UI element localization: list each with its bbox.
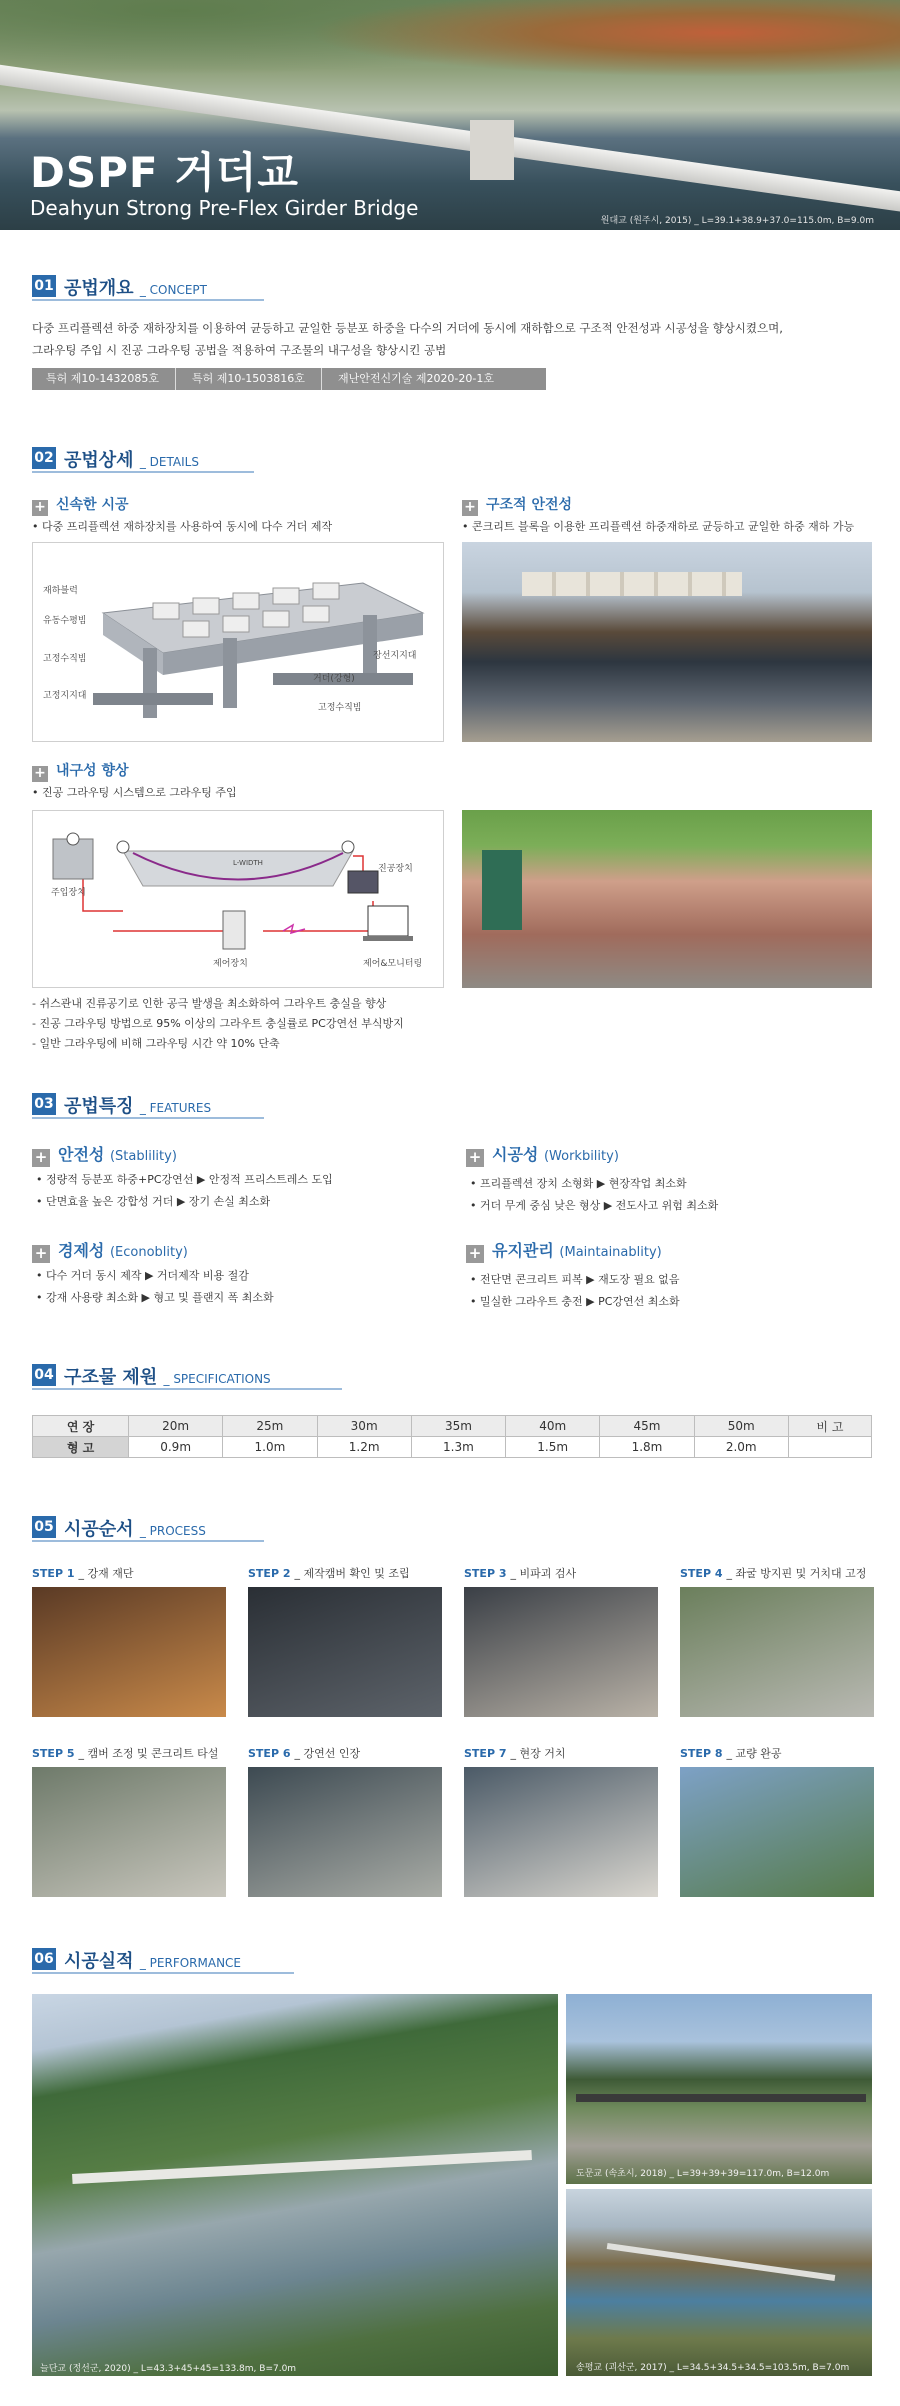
section-title-details: 공법상세 _ DETAILS xyxy=(64,450,199,471)
step-label xyxy=(680,1745,782,1761)
step-label xyxy=(248,1745,360,1761)
section-underline xyxy=(32,1117,264,1119)
section-underline xyxy=(32,1540,264,1542)
label-load-block: 재하블럭 xyxy=(43,586,78,596)
plus-icon: + xyxy=(32,1149,50,1167)
spec-row-span xyxy=(33,1416,872,1437)
label-control-device: 제어장치 xyxy=(213,959,248,969)
photo-concrete-blocks xyxy=(462,542,872,742)
photo-bridge-shape xyxy=(576,2094,866,2102)
caption-perf-main: 늘단교 (정선군, 2020) _ L=43.3+45+45=133.8m, B=7.0m xyxy=(40,2364,297,2374)
photo-blocks-shape xyxy=(522,572,742,596)
step-title: _ 제작캠버 확인 및 조립 xyxy=(294,1567,410,1580)
spec-row-label: 연 장 xyxy=(33,1416,129,1437)
step-number: STEP 1 xyxy=(32,1567,75,1580)
section-title-process: 시공순서 _ PROCESS xyxy=(64,1519,206,1540)
section-title-concept: 공법개요 _ CONCEPT xyxy=(64,278,207,299)
label-fixed-vertical-beam: 고정수직빔 xyxy=(43,654,87,664)
section-number-performance: 06 xyxy=(32,1948,56,1970)
preflex-device-drawing xyxy=(33,543,443,741)
step-photo xyxy=(32,1587,226,1717)
label-control-monitoring: 제어&모니터링 xyxy=(363,959,423,969)
spec-cell: 0.9m xyxy=(129,1437,223,1458)
step-title: _ 강연선 인장 xyxy=(294,1747,361,1760)
spec-cell: 30m xyxy=(317,1416,411,1437)
section-number-features: 03 xyxy=(32,1093,56,1115)
step-title: _ 캠버 조정 및 콘크리트 타설 xyxy=(78,1747,219,1760)
step-label xyxy=(464,1745,566,1761)
page-subtitle: Deahyun Strong Pre-Flex Girder Bridge xyxy=(30,196,419,220)
section-underline xyxy=(32,1388,342,1390)
spec-cell xyxy=(788,1437,871,1458)
caption-perf-3: 송평교 (괴산군, 2017) _ L=34.5+34.5+34.5=103.5m, B=7.0m xyxy=(576,2363,850,2373)
step-photo xyxy=(464,1587,658,1717)
photo-perf-3 xyxy=(566,2189,872,2376)
spec-cell: 35m xyxy=(411,1416,505,1437)
concept-text-2: 그라우팅 주입 시 진공 그라우팅 공법을 적용하여 구조물의 내구성을 향상시킨 공법 xyxy=(32,343,447,357)
section-number-concept: 01 xyxy=(32,275,56,297)
spec-cell: 2.0m xyxy=(694,1437,788,1458)
step-label xyxy=(680,1565,866,1581)
bullet-fast: • 다중 프리플렉션 재하장치를 사용하여 동시에 다수 거더 제작 xyxy=(32,520,333,533)
photo-perf-2 xyxy=(566,1994,872,2184)
step-title: _ 현장 거치 xyxy=(510,1747,566,1760)
spec-cell: 50m xyxy=(694,1416,788,1437)
section-number-specs: 04 xyxy=(32,1364,56,1386)
label-vacuum-device: 진공장치 xyxy=(378,864,413,874)
plus-icon: + xyxy=(32,766,48,782)
plus-icon: + xyxy=(32,500,48,516)
photo-equipment-shape xyxy=(482,850,522,930)
label-width: L-WIDTH xyxy=(233,859,263,867)
feature-safety-line-1: • 정량적 등분포 하중+PC강연선 ▶ 안정적 프리스트레스 도입 xyxy=(36,1173,333,1186)
feature-economy-line-2: • 강재 사용량 최소화 ▶ 형고 및 플랜지 폭 최소화 xyxy=(36,1291,274,1304)
feature-safety-line-2: • 단면효율 높은 강합성 거더 ▶ 장기 손실 최소화 xyxy=(36,1195,271,1208)
section-number-process: 05 xyxy=(32,1516,56,1538)
section-title-specs: 구조물 제원 _ SPECIFICATIONS xyxy=(64,1367,271,1388)
patent-2: 특허 제10-1503816호 xyxy=(175,368,305,390)
section-number-details: 02 xyxy=(32,447,56,469)
hero-bridge-pier xyxy=(470,120,514,180)
spec-cell: 1.2m xyxy=(317,1437,411,1458)
spec-row-label: 형 고 xyxy=(33,1437,129,1458)
feature-maintenance-line-2: • 밀실한 그라우트 충전 ▶ PC강연선 최소화 xyxy=(470,1295,680,1308)
step-number: STEP 7 xyxy=(464,1747,507,1760)
spec-cell: 20m xyxy=(129,1416,223,1437)
feature-economy: + 경제성 (Econoblity) xyxy=(32,1238,188,1263)
diagram-vacuum-grouting xyxy=(32,810,444,988)
feature-safety: + 안전성 (Stablility) xyxy=(32,1142,177,1167)
dur-note-2: - 진공 그라우팅 방법으로 95% 이상의 그라우트 충실률로 PC강연선 부식방지 xyxy=(32,1017,404,1030)
section-underline xyxy=(32,1972,294,1974)
dur-note-3: - 일반 그라우팅에 비해 그라우팅 시간 약 10% 단축 xyxy=(32,1037,280,1050)
step-photo xyxy=(248,1767,442,1897)
section-underline xyxy=(32,299,264,301)
feature-workability-line-2: • 거더 무게 중심 낮은 형상 ▶ 전도사고 위험 최소화 xyxy=(470,1199,719,1212)
label-fixed-vertical-beam-2: 고정수직빔 xyxy=(318,703,362,713)
step-number: STEP 5 xyxy=(32,1747,75,1760)
label-injection-device: 주입장치 xyxy=(51,888,86,898)
label-girder: 거더(강형) xyxy=(313,674,355,684)
step-title: _ 좌굴 방지핀 및 거치대 고정 xyxy=(726,1567,867,1580)
step-photo xyxy=(464,1767,658,1897)
spec-cell: 1.3m xyxy=(411,1437,505,1458)
feature-workability-line-1: • 프리플렉션 장치 소형화 ▶ 현장작업 최소화 xyxy=(470,1177,687,1190)
subhead-fast: + 신속한 시공 xyxy=(32,494,129,516)
bullet-durability: • 진공 그라우팅 시스템으로 그라우팅 주입 xyxy=(32,786,237,799)
step-label xyxy=(32,1745,218,1761)
plus-icon: + xyxy=(462,500,478,516)
feature-maintenance-line-1: • 전단면 콘크리트 피복 ▶ 재도장 필요 없음 xyxy=(470,1273,680,1286)
step-title: _ 강재 재단 xyxy=(78,1567,134,1580)
subhead-safe: + 구조적 안전성 xyxy=(462,494,572,516)
step-number: STEP 6 xyxy=(248,1747,291,1760)
step-photo xyxy=(680,1587,874,1717)
photo-bridge-shape xyxy=(607,2243,836,2281)
spec-table xyxy=(32,1415,872,1458)
spec-cell: 40m xyxy=(506,1416,600,1437)
spec-cell: 45m xyxy=(600,1416,694,1437)
section-underline xyxy=(32,471,254,473)
page-title: DSPF 거더교 xyxy=(30,148,299,197)
step-number: STEP 2 xyxy=(248,1567,291,1580)
step-label xyxy=(248,1565,410,1581)
feature-maintenance: + 유지관리 (Maintainablity) xyxy=(466,1238,662,1263)
diagram-preflex-device xyxy=(32,542,444,742)
subhead-durability: + 내구성 향상 xyxy=(32,760,129,782)
patent-3: 재난안전신기술 제2020-20-1호 xyxy=(321,368,494,390)
label-joist-support: 장선지지대 xyxy=(373,651,417,661)
photo-bridge-shape xyxy=(72,2150,532,2184)
feature-economy-line-1: • 다수 거더 동시 제작 ▶ 거더제작 비용 절감 xyxy=(36,1269,249,1282)
spec-row-height xyxy=(33,1437,872,1458)
step-label xyxy=(32,1565,134,1581)
concept-text-1: 다중 프리플렉션 하중 재하장치를 이용하여 균등하고 균일한 등분포 하중을 다수의 거더에 동시에 재하함으로 구조적 안전성과 시공성을 향상시켰으며, xyxy=(32,321,783,335)
spec-cell: 비 고 xyxy=(788,1416,871,1437)
step-photo xyxy=(680,1767,874,1897)
step-number: STEP 8 xyxy=(680,1747,723,1760)
spec-cell: 1.0m xyxy=(223,1437,317,1458)
label-moving-beam: 유동수평빔 xyxy=(43,616,87,626)
plus-icon: + xyxy=(32,1245,50,1263)
spec-cell: 25m xyxy=(223,1416,317,1437)
patent-bar xyxy=(32,368,546,390)
step-label xyxy=(464,1565,576,1581)
step-photo xyxy=(248,1587,442,1717)
caption-perf-2: 도문교 (속초시, 2018) _ L=39+39+39=117.0m, B=12.0m xyxy=(576,2169,830,2179)
label-fixed-support: 고정지지대 xyxy=(43,691,87,701)
spec-cell: 1.5m xyxy=(506,1437,600,1458)
patent-1: 특허 제10-1432085호 xyxy=(46,372,159,385)
plus-icon: + xyxy=(466,1245,484,1263)
bullet-safe: • 콘크리트 블록을 이용한 프리플렉션 하중재하로 균등하고 균일한 하중 재하 가능 xyxy=(462,520,855,533)
hero-caption: 원대교 (원주시, 2015) _ L=39.1+38.9+37.0=115.0m, B=9.0m xyxy=(600,216,874,226)
dur-note-1: - 쉬스관내 진류공기로 인한 공극 발생을 최소화하여 그라우트 충실을 향상 xyxy=(32,997,387,1010)
spec-cell: 1.8m xyxy=(600,1437,694,1458)
feature-workability: + 시공성 (Workbility) xyxy=(466,1142,619,1167)
photo-grouting-site xyxy=(462,810,872,988)
step-number: STEP 4 xyxy=(680,1567,723,1580)
section-title-performance: 시공실적 _ PERFORMANCE xyxy=(64,1951,241,1972)
photo-perf-main xyxy=(32,1994,558,2376)
step-title: _ 비파괴 검사 xyxy=(510,1567,577,1580)
section-title-features: 공법특징 _ FEATURES xyxy=(64,1096,212,1117)
step-photo xyxy=(32,1767,226,1897)
step-title: _ 교량 완공 xyxy=(726,1747,782,1760)
step-number: STEP 3 xyxy=(464,1567,507,1580)
plus-icon: + xyxy=(466,1149,484,1167)
